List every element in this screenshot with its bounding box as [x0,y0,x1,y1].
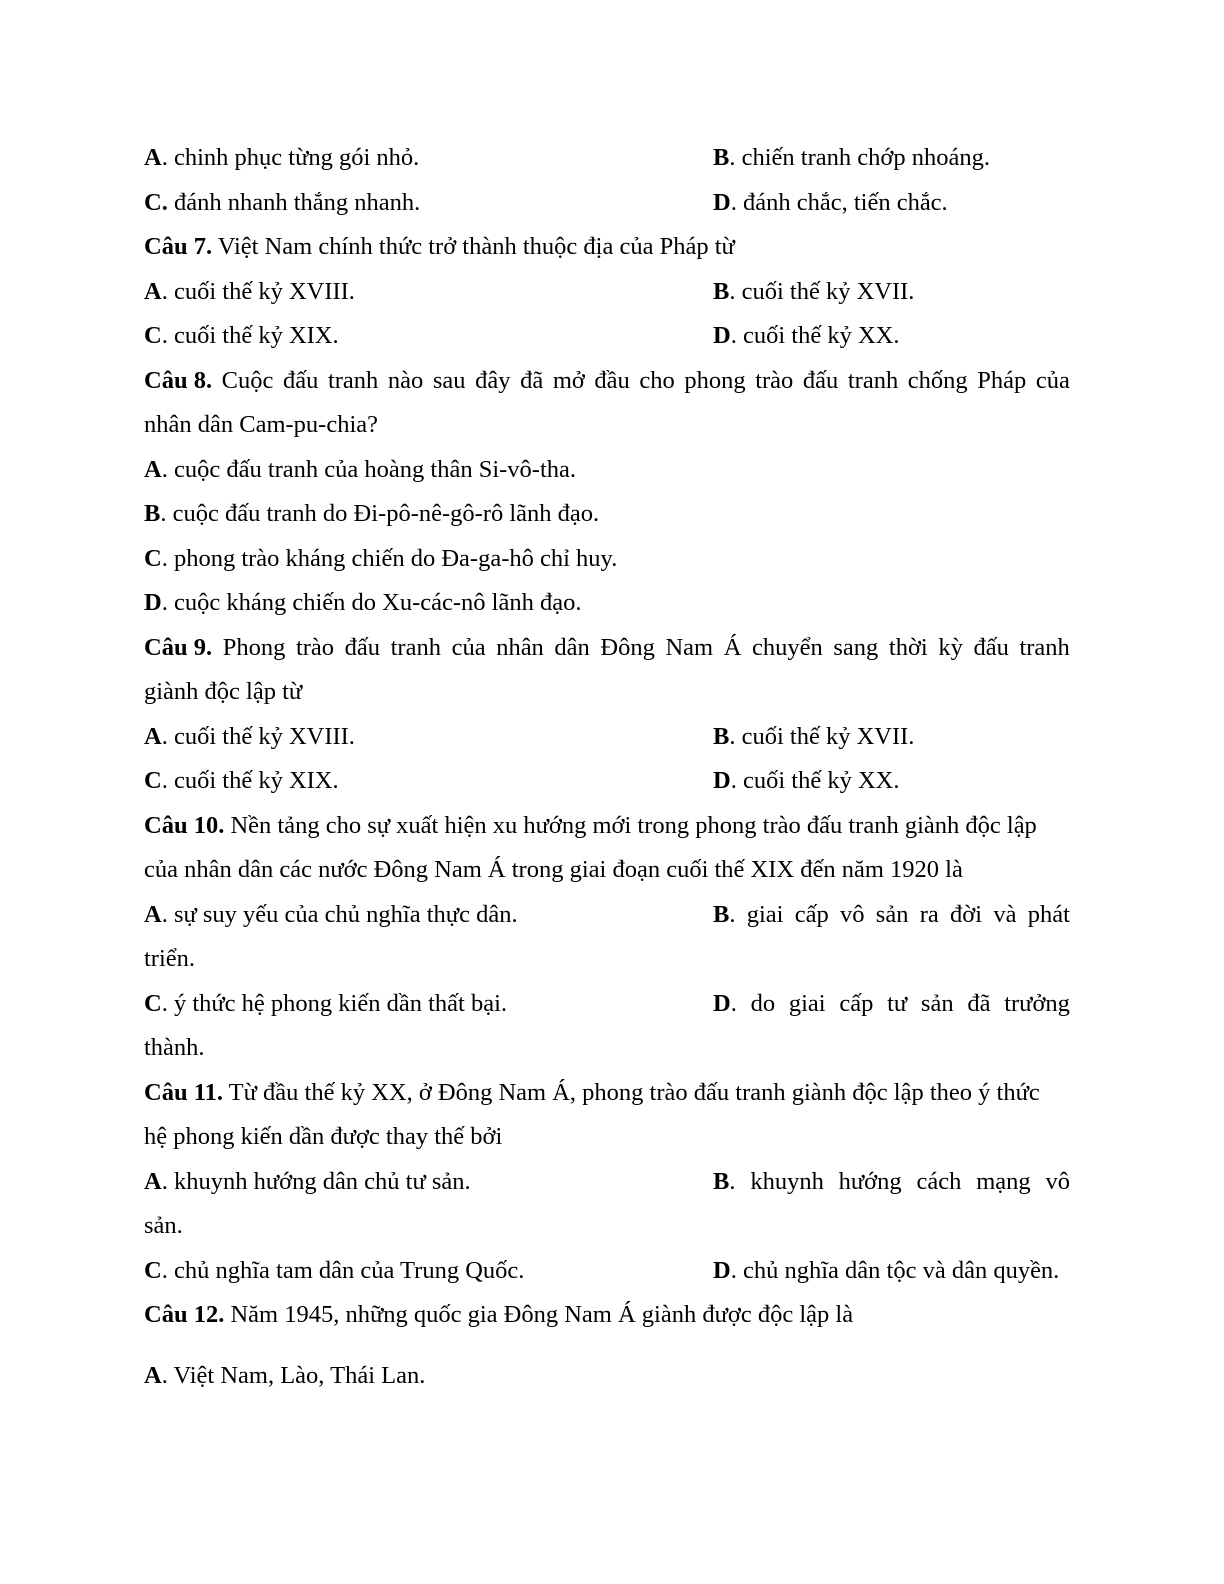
q9-stem-line-2: giành độc lập từ [144,678,303,705]
q11-option-b-word: hướng [838,1167,902,1195]
q9-stem-word: tranh [390,633,441,661]
q8-stem-line-1 [144,359,1070,404]
q11-stem-line-2: hệ phong kiến dần được thay thế bởi [144,1123,503,1150]
q10-option-b-word: B. [713,900,736,928]
q9-stem-word: Á [723,633,742,661]
q10-option-d-word: do [750,989,776,1017]
q9-stem-word: dân [554,633,590,661]
q11-option-d: D. chủ nghĩa dân tộc và dân quyền. [713,1256,1060,1284]
q8-stem-word: tranh [327,366,379,394]
q10-option-b-cont: triển. [144,945,196,972]
q8-option-b: B. cuộc đấu tranh do Đi-pô-nê-gô-rô lãnh đạo. [144,500,600,527]
q10-option-d-word: D. [713,989,737,1017]
q9-stem-word: đấu [973,633,1009,661]
q8-stem-word: nào [387,366,424,394]
q11-option-b-cont: sản. [144,1212,183,1239]
q10-option-a: A. sự suy yếu của chủ nghĩa thực dân. [144,900,518,928]
document-page [144,136,1070,1398]
q8-stem-line-2: nhân dân Cam-pu-chia? [144,411,379,438]
q6-option-a: A. chinh phục từng gói nhỏ. [144,144,420,171]
q11-stem-line-1: Câu 11. Từ đầu thế kỷ XX, ở Đông Nam Á, phong trào đấu tranh giành độc lập theo ý thức [144,1078,1040,1106]
q10-option-c: C. ý thức hệ phong kiến dần thất bại. [144,989,508,1017]
q9-stem-word: tranh [1019,633,1070,661]
spacer [144,1338,1070,1354]
q9-stem-word: Phong [222,633,286,661]
q9-stem-word: kỳ [938,633,963,661]
q6-option-d: D. đánh chắc, tiến chắc. [713,188,948,216]
q6-option-c: C. đánh nhanh thắng nhanh. [144,188,421,216]
q9-stem-word: nhân [496,633,544,661]
q8-stem-word: Cuộc [221,366,274,394]
q9-option-b: B. cuối thế kỷ XVII. [713,722,915,750]
q8-stem-word: mở [552,366,585,394]
q10-option-d-word: tư [887,989,908,1017]
q8-stem-word: tranh [847,366,899,394]
q10-option-b-word: và [993,900,1017,928]
q10-option-b-word: ra [919,900,939,928]
q7-option-c: C. cuối thế kỷ XIX. [144,322,339,349]
q9-stem-word: Nam [665,633,714,661]
q10-options-row-1 [144,893,1070,938]
q9-stem-word: đấu [344,633,381,661]
q10-option-d [713,982,1070,1027]
q10-option-b-word: giai [746,900,784,928]
q9-stem-word: của [451,633,486,661]
q8-option-d: D. cuộc kháng chiến do Xu-các-nô lãnh đạo. [144,589,582,616]
q10-option-d-cont: thành. [144,1034,205,1061]
q8-stem-word: đã [520,366,544,394]
q11-option-b-word: mạng [976,1167,1031,1195]
q8-stem-word: đầu [594,366,630,394]
q8-label: Câu 8. [144,366,213,394]
q11-option-b-word: khuynh [750,1167,824,1195]
q8-stem-word: chống [907,366,968,394]
q10-option-d-word: giai [788,989,826,1017]
q8-stem-word: sau [432,366,466,394]
q7-option-b: B. cuối thế kỷ XVII. [713,277,915,305]
q6-options-row-2 [144,181,1070,226]
q6-option-b: B. chiến tranh chớp nhoáng. [713,144,990,171]
q9-stem-word: trào [295,633,335,661]
q10-option-b-word: cấp [794,900,829,928]
q8-stem-word: phong [684,366,746,394]
q9-stem-word: Đông [600,633,655,661]
q8-stem-word: cho [639,366,675,394]
q11-option-b-word: vô [1045,1167,1070,1195]
q10-option-d-word: đã [967,989,991,1017]
q11-option-b-word: cách [916,1167,962,1195]
q9-options-row-1 [144,715,1070,760]
q11-option-b [713,1160,1070,1205]
q8-stem-word: của [1035,366,1070,394]
q10-option-b-word: sản [875,900,909,928]
q10-option-d-word: trưởng [1004,989,1070,1017]
q10-stem-line-2: của nhân dân các nước Đông Nam Á trong giai đoạn cuối thế XIX đến năm 1920 là [144,856,963,883]
q10-option-b-word: vô [840,900,865,928]
q9-options-row-2 [144,759,1070,804]
q8-stem-word: đấu [802,366,839,394]
q10-options-row-2 [144,982,1070,1027]
q8-stem-word: Pháp [977,366,1027,394]
q10-option-b [713,893,1070,938]
q7-option-d: D. cuối thế kỷ XX. [713,322,900,349]
q8-stem-word: đấu [282,366,319,394]
q7-stem: Câu 7. Việt Nam chính thức trở thành thuộc địa của Pháp từ [144,233,735,260]
q7-options-row-2 [144,314,1070,359]
q10-option-d-word: sản [920,989,954,1017]
q9-stem-word: chuyển [752,633,823,661]
q6-options-row-1 [144,136,1070,181]
q11-option-a: A. khuynh hướng dân chủ tư sản. [144,1167,471,1195]
q7-options-row-1 [144,270,1070,315]
q8-option-c: C. phong trào kháng chiến do Đa-ga-hô chỉ huy. [144,544,618,572]
q11-option-b-word: B. [713,1167,736,1195]
q11-option-c: C. chủ nghĩa tam dân của Trung Quốc. [144,1256,525,1284]
q8-stem-word: trào [755,366,794,394]
q10-option-d-word: cấp [839,989,874,1017]
q8-option-a: A. cuộc đấu tranh của hoàng thân Si-vô-tha. [144,455,577,483]
q9-option-d: D. cuối thế kỷ XX. [713,767,900,794]
q9-option-c: C. cuối thế kỷ XIX. [144,767,339,794]
q8-stem-word: đây [475,366,511,394]
q10-option-b-word: đời [950,900,983,928]
q10-stem-line-1: Câu 10. Nền tảng cho sự xuất hiện xu hướng mới trong phong trào đấu tranh giành độc lập [144,811,1037,839]
q11-options-row-1 [144,1160,1070,1205]
q9-stem-word: thời [888,633,928,661]
q9-stem-line-1 [144,626,1070,671]
q12-option-a: A. Việt Nam, Lào, Thái Lan. [144,1361,426,1389]
q9-option-a: A. cuối thế kỷ XVIII. [144,722,355,750]
q9-stem-word: sang [833,633,879,661]
q12-stem: Câu 12. Năm 1945, những quốc gia Đông Nam Á giành được độc lập là [144,1301,854,1328]
q10-option-b-word: phát [1027,900,1070,928]
q9-label: Câu 9. [144,633,213,661]
q7-option-a: A. cuối thế kỷ XVIII. [144,277,355,305]
q11-options-row-2 [144,1249,1070,1294]
